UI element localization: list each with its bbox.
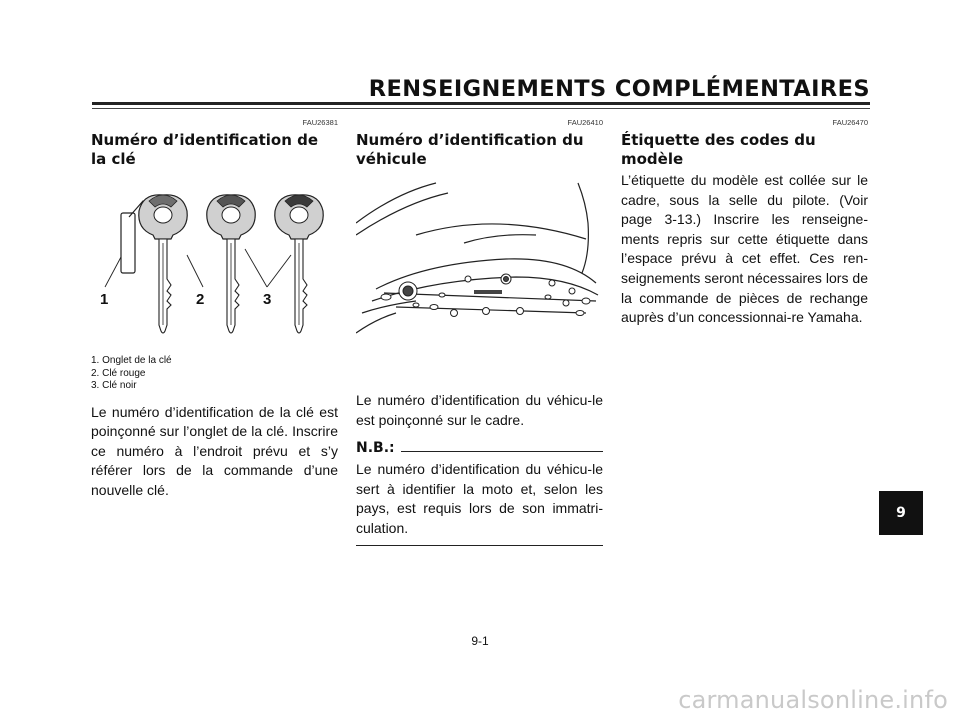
reference-code: FAU26381 (302, 118, 338, 127)
header-rule-thin (92, 108, 870, 109)
note-header (356, 440, 603, 456)
column-vehicle-id (356, 118, 603, 546)
header-rule-thick (92, 102, 870, 105)
key-1-shape (139, 195, 187, 333)
figure-captions (91, 355, 338, 393)
paragraph: L’étiquette du modèle est collée sur le cadre, sous la selle du pilote. (Voir page 3-13.) Inscrire les renseigne-ments repris sur cette étiquette dans l’espace prévu à cet effet. Ces ren-seignements seront nécessaires lors de la commande de pièces de rechange auprès d’un concessionnai-re Yamaha. (621, 172, 868, 326)
column-model-label (621, 118, 868, 328)
key-3-shape (275, 195, 323, 333)
header-title: RENSEIGNEMENTS COMPLÉMENTAIRES (368, 76, 870, 102)
note-text: Le numéro d’identification du véhicu-le sert à identifier la moto et, selon les pays, est requis lors de son immatri-culation. (356, 461, 603, 536)
paragraph: Le numéro d’identification du véhicu-le est poinçonné sur le cadre. (356, 392, 603, 428)
paragraph: Le numéro d’identification de la clé est poinçonné sur l’onglet de la clé. Inscrire ce numéro à l’endroit prévu et s’y référer lors de la commande d’une nouvelle clé. (91, 403, 338, 498)
callout-1: 1 (100, 291, 109, 308)
caption-item: 1. Onglet de la clé (91, 355, 172, 366)
key-tag-shape (121, 213, 135, 273)
note-label: N.B.: (356, 440, 395, 457)
vin-stamp-area (474, 290, 502, 294)
column-key-id (91, 118, 338, 500)
section-heading: Numéro d’identification du véhicule (356, 131, 584, 168)
frame-illustration (356, 173, 603, 343)
keys-illustration (91, 177, 338, 347)
section-heading: Étiquette des codes du modèle (621, 131, 816, 168)
caption-item: 3. Clé noir (91, 380, 137, 391)
reference-code: FAU26470 (832, 118, 868, 127)
leader-line-3b (267, 255, 291, 287)
callout-2: 2 (196, 291, 205, 308)
leader-line-3a (245, 249, 267, 287)
leader-line-2 (187, 255, 203, 287)
caption-item: 2. Clé rouge (91, 367, 146, 379)
leader-line-1 (105, 257, 121, 287)
callout-3: 3 (263, 291, 272, 308)
page-number: 9-1 (471, 634, 489, 648)
note-rule-top (401, 451, 603, 452)
frame-figure (356, 173, 603, 343)
reference-code: FAU26410 (567, 118, 603, 127)
watermark: carmanualsonline.info (678, 686, 948, 714)
chapter-tab[interactable]: 9 (879, 491, 923, 535)
note-rule-bottom (356, 545, 603, 546)
keys-figure (91, 177, 338, 347)
section-heading: Numéro d’identification de la clé (91, 131, 318, 168)
key-2-shape (207, 195, 255, 333)
